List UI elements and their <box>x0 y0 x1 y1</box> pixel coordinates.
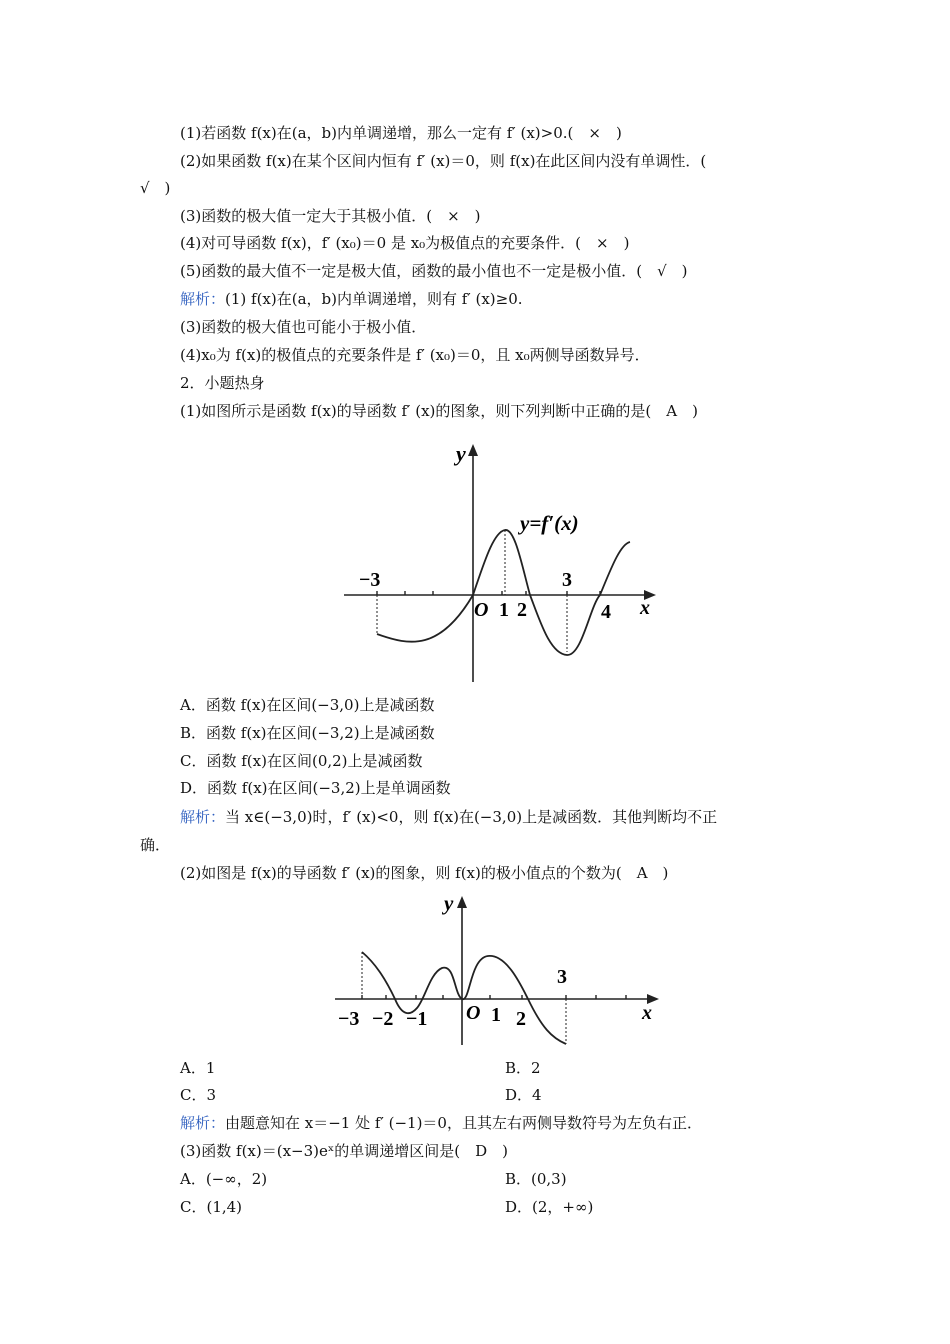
tick-label-neg1: −1 <box>406 1008 428 1030</box>
origin-label: O <box>466 1002 481 1024</box>
tick-label-2: 2 <box>517 599 527 621</box>
q2-option-d: D．4 <box>505 1086 542 1104</box>
question-2: (2)如图是 f(x)的导函数 f′ (x)的图象，则 f(x)的极小值点的个数为( A ) <box>180 864 669 882</box>
y-axis-arrow <box>457 896 467 908</box>
analysis-2: (3)函数的极大值也可能小于极小值． <box>180 318 427 336</box>
analysis-text: 当 x∈(−3,0)时，f′ (x)<0，则 f(x)在(−3,0)上是减函数．其他判断均不正 <box>225 808 718 826</box>
judge-item-2: (2)如果函数 f(x)在某个区间内恒有 f′ (x)＝0，则 f(x)在此区间内没有单调性．( <box>180 152 707 170</box>
judge-item-2-cont: √ ) <box>140 179 171 197</box>
analysis-label: 解析： <box>180 808 226 826</box>
judge-item-1: (1)若函数 f(x)在(a，b)内单调递增，那么一定有 f′ (x)>0.( × ) <box>180 124 622 142</box>
analysis-1 <box>180 288 523 310</box>
q3-option-b: B．(0,3) <box>505 1170 567 1188</box>
tick-label-3: 3 <box>562 569 572 591</box>
derivative-graph-1 <box>330 436 660 686</box>
y-label: y <box>456 441 466 466</box>
tick-label-3: 3 <box>557 966 567 988</box>
judge-item-3: (3)函数的极大值一定大于其极小值．( × ) <box>180 207 481 225</box>
q1-analysis-cont: 确． <box>140 836 171 854</box>
q1-option-b: B．函数 f(x)在区间(−3,2)上是减函数 <box>180 724 435 742</box>
analysis-text: 由题意知在 x＝−1 处 f′ (−1)＝0，且其左右两侧导数符号为左负右正． <box>225 1114 702 1132</box>
tick-label-neg3: −3 <box>338 1008 360 1030</box>
origin-label: O <box>474 599 489 621</box>
section-heading: 2．小题热身 <box>180 374 265 392</box>
judge-item-4: (4)对可导函数 f(x)，f′ (x₀)＝0 是 x₀为极值点的充要条件．( × ) <box>180 234 630 252</box>
q3-option-c: C．(1,4) <box>180 1198 243 1216</box>
derivative-curve <box>362 952 566 1044</box>
derivative-graph-2 <box>330 888 665 1053</box>
q1-analysis <box>180 806 717 828</box>
q1-option-c: C．函数 f(x)在区间(0,2)上是减函数 <box>180 752 423 770</box>
q2-analysis <box>180 1112 702 1134</box>
y-label: y <box>444 891 454 915</box>
tick-label-4: 4 <box>601 601 611 623</box>
q2-option-b: B．2 <box>505 1059 541 1077</box>
question-1: (1)如图所示是函数 f(x)的导函数 f′ (x)的图象，则下列判断中正确的是( A ) <box>180 402 698 420</box>
y-axis-arrow <box>468 444 478 456</box>
q1-option-a: A．函数 f(x)在区间(−3,0)上是减函数 <box>180 696 435 714</box>
tick-label-neg2: −2 <box>372 1008 394 1030</box>
q1-option-d: D．函数 f(x)在区间(−3,2)上是单调函数 <box>180 779 451 797</box>
tick-label-neg3: −3 <box>359 569 381 591</box>
analysis-text: (1) f(x)在(a，b)内单调递增，则有 f′ (x)≥0. <box>225 290 523 308</box>
tick-label-1: 1 <box>491 1004 501 1026</box>
analysis-label: 解析： <box>180 1114 226 1132</box>
x-label: x <box>642 1002 652 1024</box>
derivative-curve <box>377 530 630 655</box>
tick-label-2: 2 <box>516 1008 526 1030</box>
analysis-label: 解析： <box>180 290 226 308</box>
q2-option-a: A．1 <box>180 1059 216 1077</box>
curve-label: y=f′(x) <box>520 511 579 535</box>
question-3: (3)函数 f(x)＝(x−3)eˣ的单调递增区间是( D ) <box>180 1142 508 1160</box>
q3-option-a: A．(−∞，2) <box>180 1170 268 1188</box>
tick-label-1: 1 <box>499 599 509 621</box>
q2-option-c: C．3 <box>180 1086 217 1104</box>
judge-item-5: (5)函数的最大值不一定是极大值，函数的最小值也不一定是极小值．( √ ) <box>180 262 688 280</box>
q3-option-d: D．(2，+∞) <box>505 1198 594 1216</box>
analysis-3: (4)x₀为 f(x)的极值点的充要条件是 f′ (x₀)＝0，且 x₀两侧导函数异号． <box>180 346 650 364</box>
x-label: x <box>640 597 650 619</box>
